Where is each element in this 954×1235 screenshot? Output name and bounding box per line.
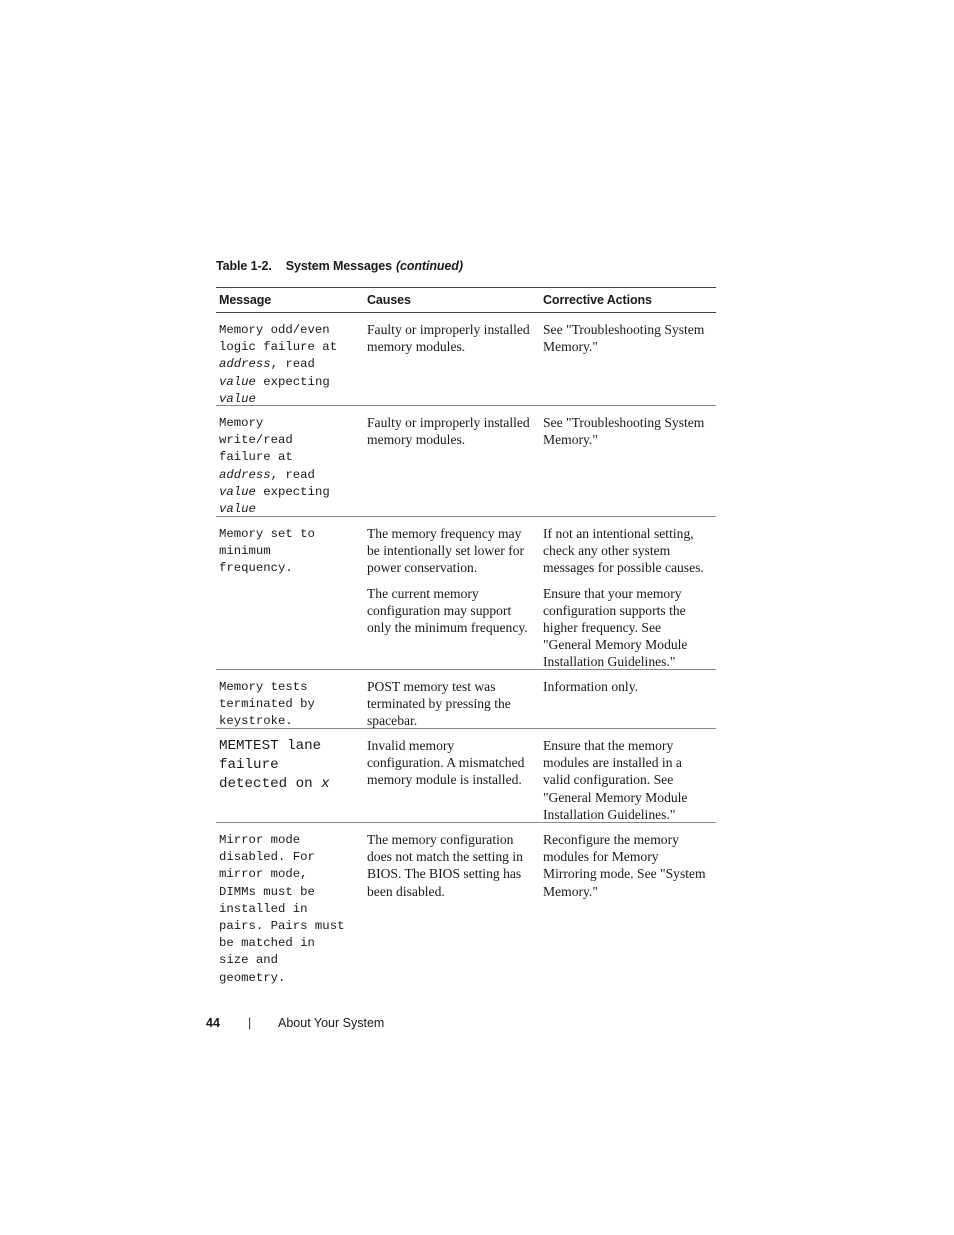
table-caption [216,259,463,273]
table-row [216,670,716,729]
message-cell: Memory odd/even logic failure at address, read value expecting value [219,323,338,406]
message-cell: Memory write/read failure at address, read value expecting value [219,416,330,517]
footer-section-title: About Your System [278,1016,385,1030]
actions-cell: See "Troubleshooting System Memory." [543,322,705,355]
actions-cell: See "Troubleshooting System Memory." [543,415,705,448]
actions-cell: If not an intentional setting, check any other system messages for possible causes. Ensure that your memory configuration supports the higher frequency. See "General Memory Module Installation Guidelines." [543,526,704,670]
table-row [216,313,716,406]
message-cell: Mirror mode disabled. For mirror mode, DIMMs must be installed in pairs. Pairs must be matched in size and geometry. [219,833,345,985]
actions-cell: Reconfigure the memory modules for Memory Mirroring mode. See "System Memory." [543,832,706,899]
table-row [216,729,716,823]
causes-cell: POST memory test was terminated by pressing the spacebar. [367,679,511,729]
message-cell: MEMTEST lane failure detected on x [219,738,330,793]
table-header-row [216,288,716,313]
header-corrective-actions: Corrective Actions [543,293,652,307]
causes-cell: Faulty or improperly installed memory modules. [367,415,530,448]
header-causes: Causes [367,293,411,307]
message-cell: Memory tests terminated by keystroke. [219,680,315,729]
causes-cell: Faulty or improperly installed memory modules. [367,322,530,355]
message-cell: Memory set to minimum frequency. [219,527,315,576]
table-caption-label: Table 1-2. [216,259,272,273]
footer-separator: | [248,1016,252,1030]
causes-cell: Invalid memory configuration. A mismatched memory module is installed. [367,738,525,788]
actions-cell: Information only. [543,679,639,694]
page-number: 44 [206,1016,220,1030]
header-message: Message [219,293,272,307]
system-messages-table [216,287,716,988]
table-row [216,823,716,988]
table-caption-continued: (continued) [395,259,463,273]
table-caption-title: System Messages [285,259,392,273]
actions-cell: Ensure that the memory modules are installed in a valid configuration. See "General Memory Module Installation Guidelines." [543,738,688,822]
causes-cell: The memory frequency may be intentionally set lower for power conservation. The current memory configuration may support only the minimum frequency. [367,526,528,636]
table-row [216,517,716,670]
causes-cell: The memory configuration does not match the setting in BIOS. The BIOS setting has been disabled. [367,832,523,899]
table-row [216,406,716,517]
